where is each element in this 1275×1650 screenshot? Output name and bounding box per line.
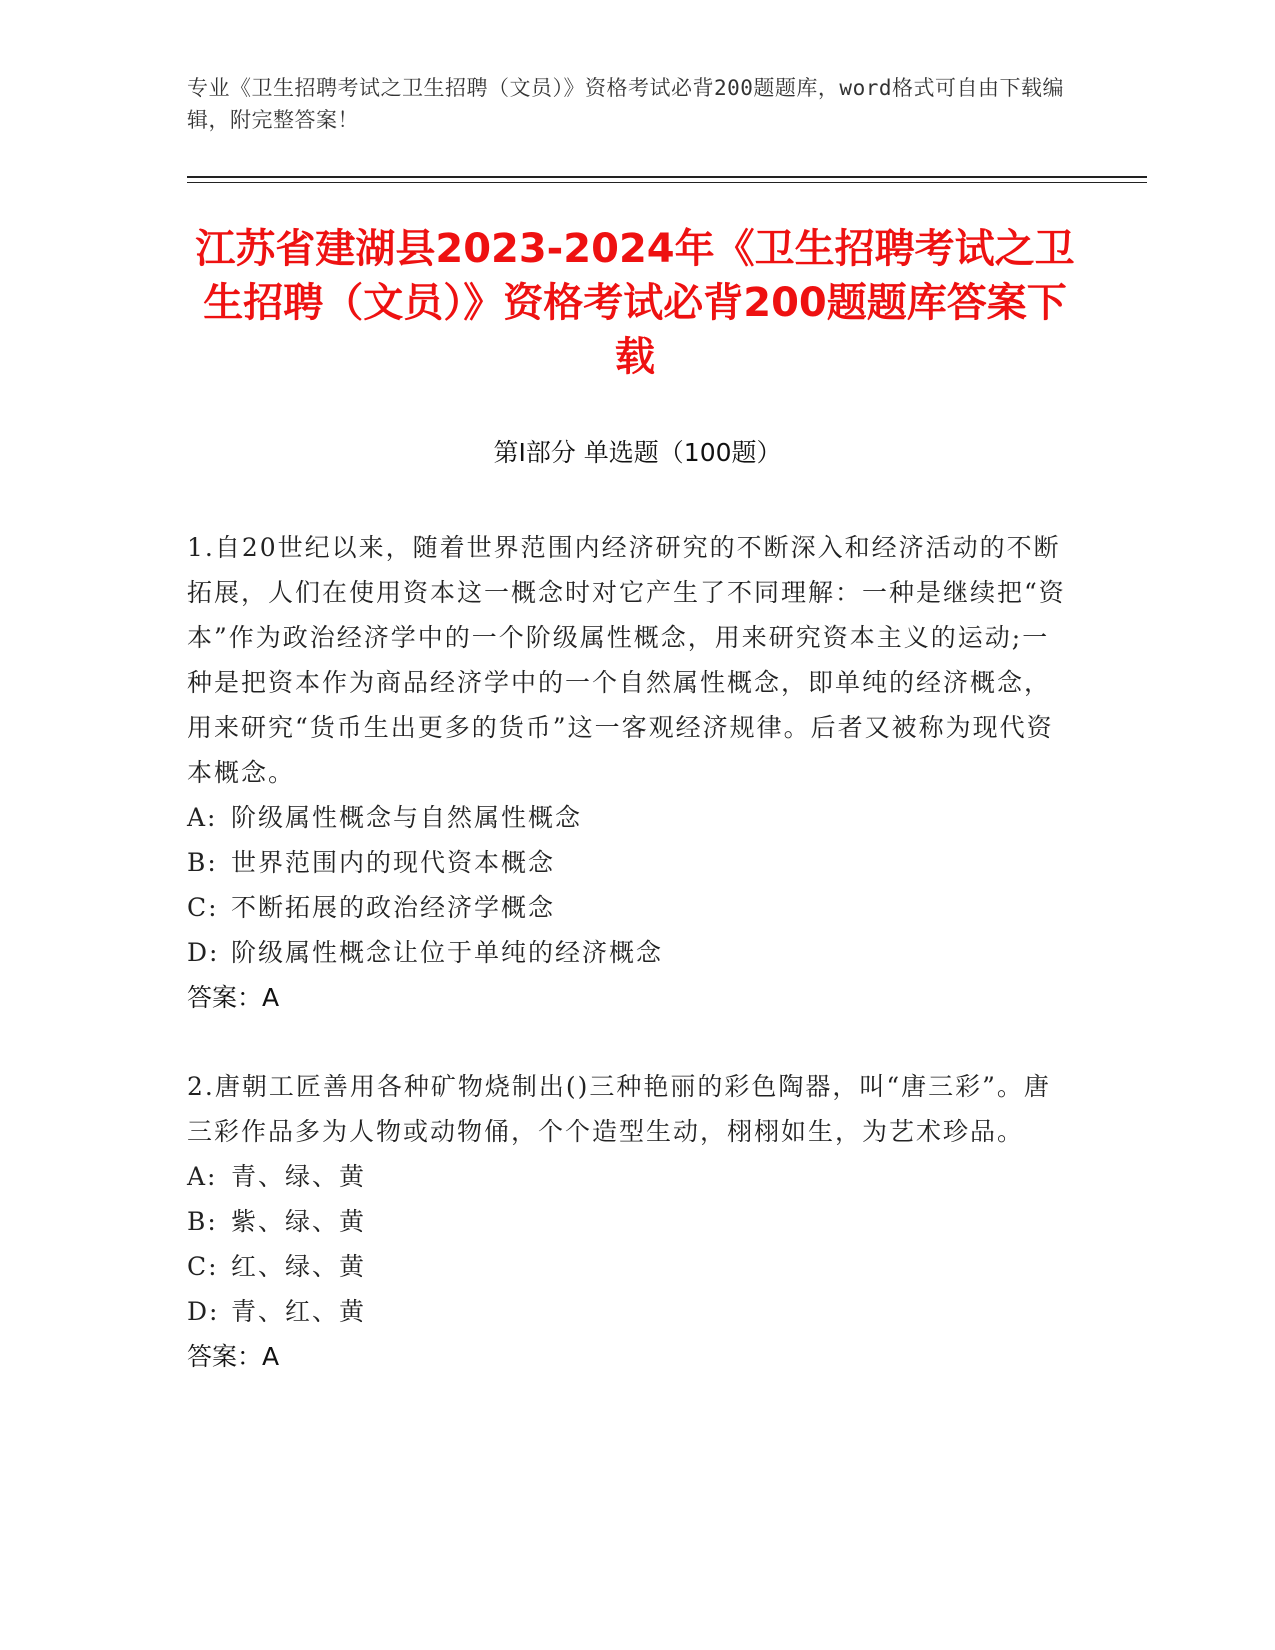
answer-line: 答案：A bbox=[187, 1342, 280, 1371]
option-text: 青、绿、黄 bbox=[231, 1162, 367, 1191]
option-key: C: bbox=[187, 1252, 219, 1281]
question-stem: 2.唐朝工匠善用各种矿物烧制出()三种艳丽的彩色陶器，叫“唐三彩”。唐三彩作品多为人物或动物俑，个个造型生动，栩栩如生，为艺术珍品。 bbox=[187, 1072, 1051, 1146]
document-title: 江苏省建湖县2023-2024年《卫生招聘考试之卫生招聘（文员）》资格考试必背200题题库答案下载 bbox=[195, 226, 1075, 380]
question-1 bbox=[187, 525, 1067, 1020]
option-key: D: bbox=[187, 938, 220, 967]
option-text: 世界范围内的现代资本概念 bbox=[231, 848, 556, 877]
option-a bbox=[187, 1154, 1067, 1199]
option-text: 红、绿、黄 bbox=[231, 1252, 367, 1281]
option-key: D: bbox=[187, 1297, 220, 1326]
option-d bbox=[187, 930, 1067, 975]
option-key: C: bbox=[187, 893, 219, 922]
option-text: 紫、绿、黄 bbox=[231, 1207, 367, 1236]
header-note: 专业《卫生招聘考试之卫生招聘（文员）》资格考试必背200题题库，word格式可自由下载编辑，附完整答案！ bbox=[187, 76, 1064, 132]
answer-line: 答案：A bbox=[187, 983, 280, 1012]
question-2 bbox=[187, 1064, 1067, 1379]
option-c bbox=[187, 1244, 1067, 1289]
option-d bbox=[187, 1289, 1067, 1334]
option-a bbox=[187, 795, 1067, 840]
option-key: B: bbox=[187, 1207, 218, 1236]
option-b bbox=[187, 1199, 1067, 1244]
option-key: A: bbox=[187, 1162, 218, 1191]
option-text: 阶级属性概念与自然属性概念 bbox=[231, 803, 583, 832]
question-list bbox=[187, 525, 1067, 1423]
header-rule-thin bbox=[187, 182, 1147, 183]
option-text: 青、红、黄 bbox=[231, 1297, 367, 1326]
header-rule-thick bbox=[187, 176, 1147, 178]
option-key: A: bbox=[187, 803, 218, 832]
option-key: B: bbox=[187, 848, 218, 877]
option-c bbox=[187, 885, 1067, 930]
option-text: 不断拓展的政治经济学概念 bbox=[231, 893, 556, 922]
option-text: 阶级属性概念让位于单纯的经济概念 bbox=[231, 938, 664, 967]
option-b bbox=[187, 840, 1067, 885]
question-stem: 1.自20世纪以来，随着世界范围内经济研究的不断深入和经济活动的不断拓展，人们在使用资本这一概念时对它产生了不同理解：一种是继续把“资本”作为政治经济学中的一个阶级属性概念，用来研究资本主义的运动;一种是把资本作为商品经济学中的一个自然属性概念，即单纯的经济概念，用来研究“货币生出更多的货币”这一客观经济规律。后者又被称为现代资本概念。 bbox=[187, 533, 1066, 787]
section-heading: 第Ⅰ部分 单选题（100题） bbox=[493, 438, 782, 467]
